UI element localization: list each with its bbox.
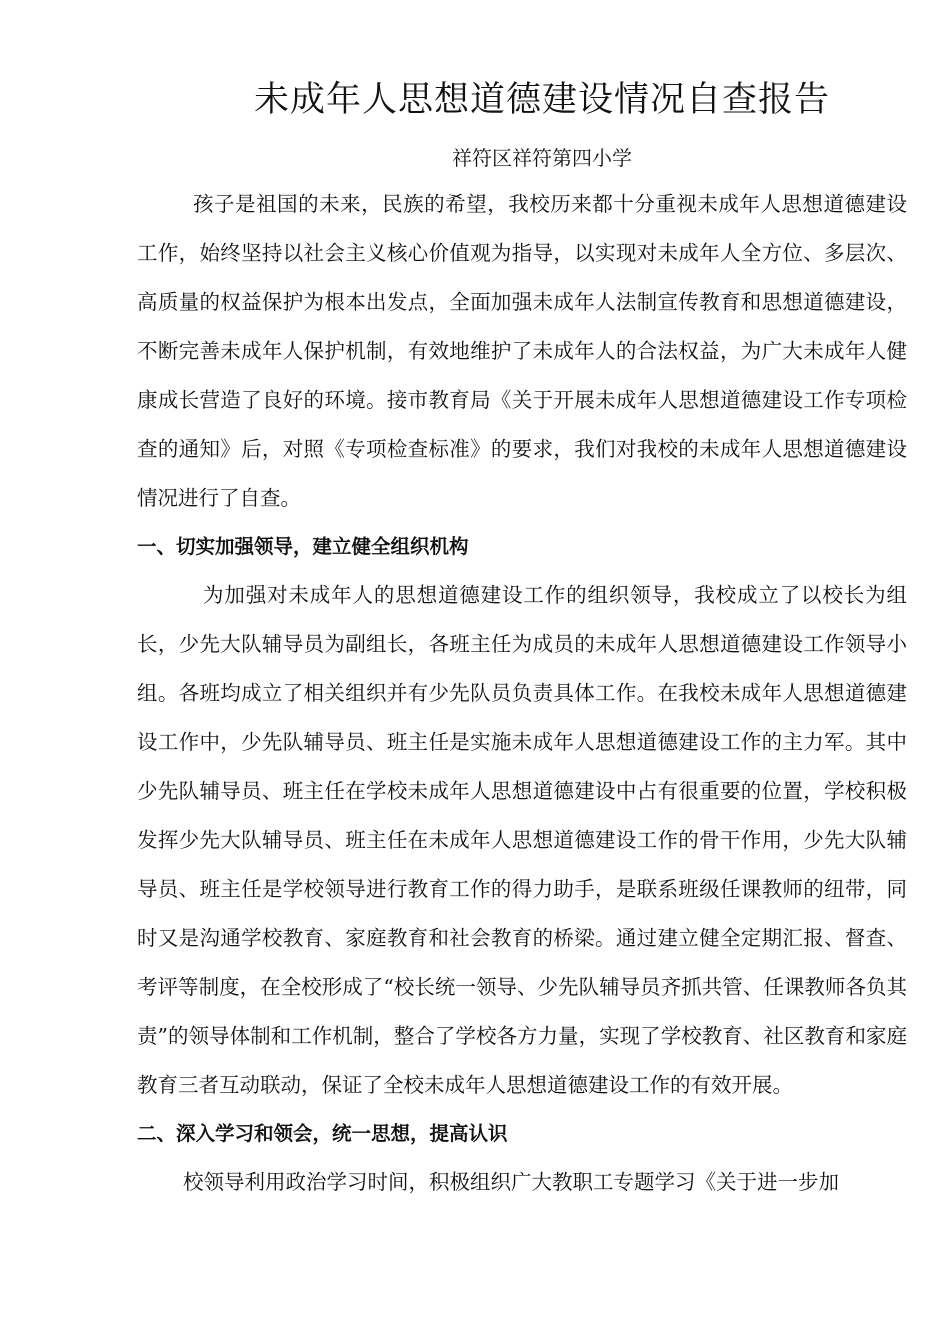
intro-paragraph: 孩子是祖国的未来，民族的希望，我校历来都十分重视未成年人思想道德建设工作，始终坚持以社会主义核心价值观为指导，以实现对未成年人全方位、多层次、高质量的权益保护为根本出发点，全面加强未成年人法制宣传教育和思想道德建设，不断完善未成年人保护机制，有效地维护了未成年人的合法权益，为广大未成年人健康成长营造了良好的环境。接市教育局《关于开展未成年人思想道德建设工作专项检查的通知》后，对照《专项检查标准》的要求，我们对我校的未成年人思想道德建设情况进行了自查。 [137, 192, 907, 510]
document-title: 未成年人思想道德建设情况自查报告 [253, 80, 830, 120]
section-1-paragraph: 为加强对未成年人的思想道德建设工作的组织领导，我校成立了以校长为组长，少先大队辅导员为副组长，各班主任为成员的未成年人思想道德建设工作领导小组。各班均成立了相关组织并有少先队员负责具体工作。在我校未成年人思想道德建设工作中，少先队辅导员、班主任是实施未成年人思想道德建设工作的主力军。其中少先队辅导员、班主任在学校未成年人思想道德建设中占有很重要的位置，学校积极发挥少先大队辅导员、班主任在未成年人思想道德建设工作的骨干作用，少先大队辅导员、班主任是学校领导进行教育工作的得力助手，是联系班级任课教师的纽带，同时又是沟通学校教育、家庭教育和社会教育的桥梁。通过建立健全定期汇报、督查、考评等制度，在全校形成了“校长统一领导、少先队辅导员齐抓共管、任课教师各负其责”的领导体制和工作机制，整合了学校各方力量，实现了学校教育、社区教育和家庭教育三者互动联动，保证了全校未成年人思想道德建设工作的有效开展。 [137, 583, 907, 1097]
section-2-paragraph: 校领导利用政治学习时间，积极组织广大教职工专题学习《关于进一步加 [183, 1170, 839, 1194]
document-author: 祥符区祥符第四小学 [452, 146, 632, 170]
document-page [137, 76, 907, 1207]
section-1-heading: 一、切实加强领导，建立健全组织机构 [137, 535, 469, 558]
section-2-heading: 二、深入学习和领会，统一思想，提高认识 [137, 1122, 508, 1145]
